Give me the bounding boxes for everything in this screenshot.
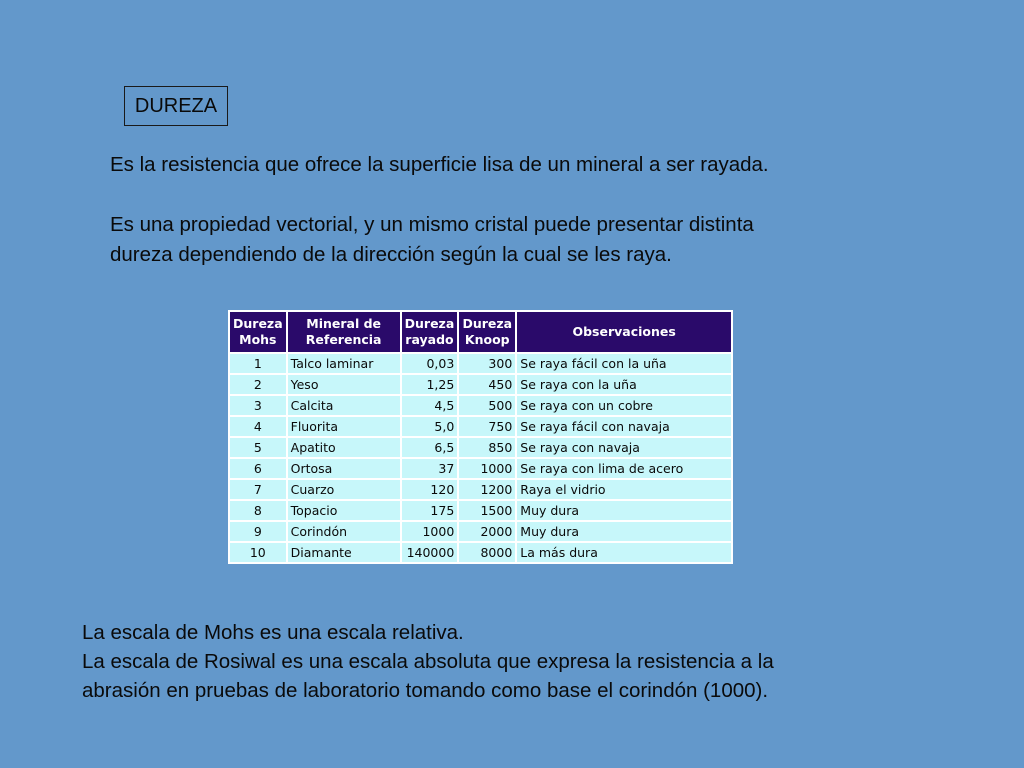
observation: Se raya con un cobre xyxy=(516,395,732,416)
mineral-name: Cuarzo xyxy=(287,479,401,500)
bottom-line-2: La escala de Rosiwal es una escala absoluta que expresa la resistencia a la xyxy=(82,650,774,673)
mohs-value: 5 xyxy=(229,437,287,458)
observation: Muy dura xyxy=(516,521,732,542)
observation: Se raya con lima de acero xyxy=(516,458,732,479)
mineral-name: Yeso xyxy=(287,374,401,395)
observation: Se raya fácil con navaja xyxy=(516,416,732,437)
mineral-name: Diamante xyxy=(287,542,401,563)
observation: Se raya fácil con la uña xyxy=(516,353,732,374)
header-dureza-mohs xyxy=(229,311,287,353)
header-dureza-knoop xyxy=(458,311,516,353)
knoop-value: 500 xyxy=(458,395,516,416)
rayado-value: 120 xyxy=(401,479,459,500)
vectorial-line-2: dureza dependiendo de la dirección según la cual se les raya. xyxy=(110,243,672,266)
header-text: Dureza xyxy=(404,316,455,331)
rayado-value: 140000 xyxy=(401,542,459,563)
header-dureza-rayado xyxy=(401,311,459,353)
rayado-value: 5,0 xyxy=(401,416,459,437)
table-row xyxy=(229,395,732,416)
rayado-value: 0,03 xyxy=(401,353,459,374)
header-text: Mineral de xyxy=(306,316,382,331)
knoop-value: 1200 xyxy=(458,479,516,500)
rayado-value: 6,5 xyxy=(401,437,459,458)
header-text: Mohs xyxy=(239,332,277,347)
mohs-value: 4 xyxy=(229,416,287,437)
mohs-value: 9 xyxy=(229,521,287,542)
observation: Muy dura xyxy=(516,500,732,521)
table-header-row xyxy=(229,311,732,353)
mohs-value: 2 xyxy=(229,374,287,395)
knoop-value: 1500 xyxy=(458,500,516,521)
definition-text: Es la resistencia que ofrece la superficie lisa de un mineral a ser rayada. xyxy=(110,153,769,176)
table-row xyxy=(229,437,732,458)
rayado-value: 4,5 xyxy=(401,395,459,416)
table-row xyxy=(229,500,732,521)
rayado-value: 1000 xyxy=(401,521,459,542)
header-text: Dureza xyxy=(462,316,513,331)
mohs-value: 10 xyxy=(229,542,287,563)
mineral-name: Calcita xyxy=(287,395,401,416)
header-text: Referencia xyxy=(305,332,382,347)
mineral-name: Ortosa xyxy=(287,458,401,479)
header-text: rayado xyxy=(405,332,454,347)
header-observaciones: Observaciones xyxy=(516,311,732,353)
mohs-value: 1 xyxy=(229,353,287,374)
mohs-value: 6 xyxy=(229,458,287,479)
mineral-name: Corindón xyxy=(287,521,401,542)
mohs-value: 7 xyxy=(229,479,287,500)
observation: Raya el vidrio xyxy=(516,479,732,500)
mineral-name: Apatito xyxy=(287,437,401,458)
vectorial-text xyxy=(110,210,870,270)
mineral-name: Fluorita xyxy=(287,416,401,437)
table-row xyxy=(229,416,732,437)
table-row xyxy=(229,479,732,500)
bottom-line-3: abrasión en pruebas de laboratorio tomando como base el corindón (1000). xyxy=(82,679,769,702)
mineral-name: Talco laminar xyxy=(287,353,401,374)
observation: La más dura xyxy=(516,542,732,563)
table-row xyxy=(229,353,732,374)
hardness-table xyxy=(228,310,733,564)
knoop-value: 450 xyxy=(458,374,516,395)
knoop-value: 850 xyxy=(458,437,516,458)
observation: Se raya con la uña xyxy=(516,374,732,395)
knoop-value: 2000 xyxy=(458,521,516,542)
table-row xyxy=(229,521,732,542)
header-mineral xyxy=(287,311,401,353)
mohs-value: 3 xyxy=(229,395,287,416)
rayado-value: 1,25 xyxy=(401,374,459,395)
bottom-line-1: La escala de Mohs es una escala relativa. xyxy=(82,621,464,644)
rayado-value: 37 xyxy=(401,458,459,479)
table-body xyxy=(229,353,732,563)
table-row xyxy=(229,458,732,479)
vectorial-line-1: Es una propiedad vectorial, y un mismo cristal puede presentar distinta xyxy=(110,213,754,236)
rayado-value: 175 xyxy=(401,500,459,521)
mineral-name: Topacio xyxy=(287,500,401,521)
knoop-value: 1000 xyxy=(458,458,516,479)
header-text: Dureza xyxy=(233,316,283,331)
knoop-value: 8000 xyxy=(458,542,516,563)
slide-title: DUREZA xyxy=(124,86,228,126)
observation: Se raya con navaja xyxy=(516,437,732,458)
knoop-value: 300 xyxy=(458,353,516,374)
table-row xyxy=(229,374,732,395)
mohs-value: 8 xyxy=(229,500,287,521)
table-row xyxy=(229,542,732,563)
header-text: Knoop xyxy=(464,332,510,347)
knoop-value: 750 xyxy=(458,416,516,437)
bottom-text xyxy=(82,618,902,705)
